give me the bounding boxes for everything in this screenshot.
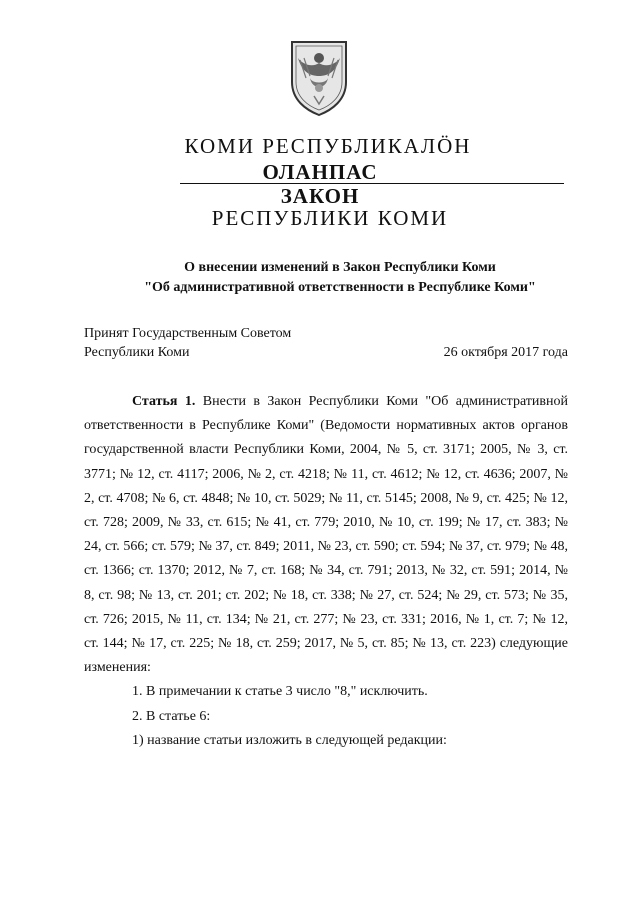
adoption-line-2: Республики Коми xyxy=(84,345,190,360)
republic-heading: РЕСПУБЛИКИ КОМИ xyxy=(211,206,449,230)
adoption-statement xyxy=(84,324,291,362)
article-1-paragraph xyxy=(84,390,568,680)
article-1-label: Статья 1. xyxy=(132,394,196,409)
olanpas-heading: ОЛАНПАС xyxy=(262,160,378,184)
amendment-item: 1) название статьи изложить в следующей редакции: xyxy=(132,732,447,748)
komi-republic-heading: КОМИ РЕСПУБЛИКАЛӦН xyxy=(184,134,472,158)
amendment-item: 1. В примечании к статье 3 число "8," исключить. xyxy=(132,684,428,700)
adoption-line-1: Принят Государственным Советом xyxy=(84,326,292,341)
amendment-item: 2. В статье 6: xyxy=(132,708,211,724)
adoption-date: 26 октября 2017 года xyxy=(443,345,568,360)
law-title-line-2: "Об административной ответственности в Республике Коми" xyxy=(144,280,536,295)
law-body xyxy=(84,390,568,753)
law-heading: ЗАКОН xyxy=(280,184,360,208)
komi-coat-of-arms-icon xyxy=(288,38,350,118)
law-title xyxy=(60,258,620,298)
article-1-text: Внести в Закон Республики Коми "Об административной ответственности в Республике Коми" (Ведомости нормативных актов органов государственной власти Республики Коми, 2004, № 5, ст. 3171; 2005, № 3, ст. 3771; № 12, ст. 4117; 2006, № 2, ст. 4218; № 11, ст. 4612; № 12, ст. 4636; 2007, № 2, ст. 4708; № 6, ст. 4848; № 10, ст. 5029; № 11, ст. 5145; 2008, № 9, ст. 425; № 12, ст. 728; 2009, № 33, ст. 615; № 41, ст. 779; 2010, № 10, ст. 199; № 17, ст. 383; № 24, ст. 566; ст. 579; № 37, ст. 849; 2011, № 23, ст. 590; ст. 594; № 37, ст. 979; № 48, ст. 1366; ст. 1370; 2012, № 7, ст. 168; № 34, ст. 791; 2013, № 32, ст. 591; 2014, № 8, ст. 98; № 13, ст. 201; ст. 202; № 18, ст. 338; № 27, ст. 524; № 29, ст. 573; № 35, ст. 726; 2015, № 11, ст. 134; № 21, ст. 277; № 23, ст. 331; 2016, № 1, ст. 7; № 12, ст. 144; № 17, ст. 225; № 18, ст. 259; 2017, № 5, ст. 85; № 13, ст. 223) следующие изменения: xyxy=(84,394,568,676)
law-title-line-1: О внесении изменений в Закон Республики Коми xyxy=(184,260,496,275)
